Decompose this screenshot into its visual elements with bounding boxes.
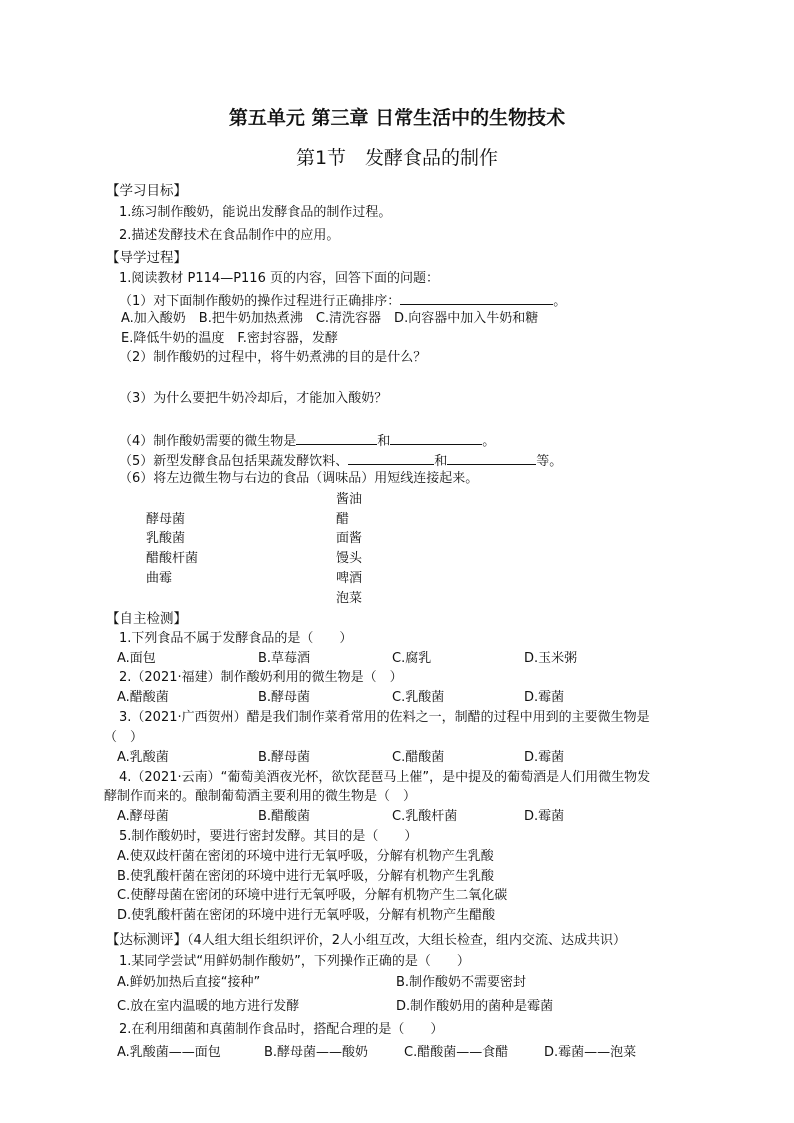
microbe-item: 酵母菌: [146, 512, 186, 527]
option: A.乳酸菌——面包: [117, 1045, 221, 1060]
option: A.酵母菌: [117, 809, 169, 824]
microbe-item: 醋酸杆菌: [146, 551, 199, 566]
food-item: 酱油: [336, 492, 363, 507]
option: A.鲜奶加热后直接“接种”: [117, 975, 261, 990]
microbe-item: 乳酸菌: [146, 531, 186, 546]
sc-question-1: 1.下列食品不属于发酵食品的是（ ）: [119, 631, 353, 646]
question-6: （6）将左边微生物与右边的食品（调味品）用短线连接起来。: [119, 471, 479, 486]
option: B.酵母菌——酸奶: [264, 1045, 369, 1060]
answer-blank[interactable]: [296, 430, 377, 445]
ev-question-1: 1.某同学尝试“用鲜奶制作酸奶”，下列操作正确的是（ ）: [119, 954, 470, 969]
microbe-item: 曲霉: [146, 571, 173, 586]
option: B.草莓酒: [258, 651, 311, 666]
question-text: 和: [434, 454, 448, 469]
option: C.使酵母菌在密闭的环境中进行无氧呼吸，分解有机物产生二氧化碳: [117, 888, 508, 903]
question-4: [119, 430, 495, 452]
answer-blank[interactable]: [348, 450, 434, 465]
option: C.乳酸菌: [392, 690, 445, 705]
question-punct: 等。: [536, 454, 563, 469]
page-title: 第五单元 第三章 日常生活中的生物技术: [228, 107, 566, 129]
evaluation-header: 【达标测评】: [106, 932, 187, 948]
option: C.腐乳: [392, 651, 432, 666]
option: D.霉菌——泡菜: [544, 1045, 637, 1060]
goals-header: 【学习目标】: [106, 183, 187, 199]
section-title: 第1节 发酵食品的制作: [295, 147, 499, 169]
goal-item: 1.练习制作酸奶，能说出发酵食品的制作过程。: [119, 205, 392, 220]
sc-question-5: 5.制作酸奶时，要进行密封发酵。其目的是（ ）: [119, 829, 418, 844]
option: C.醋酸菌——食醋: [404, 1045, 509, 1060]
option: A.醋酸菌: [117, 690, 169, 705]
question-punct: 。: [553, 294, 567, 309]
option: C.放在室内温暖的地方进行发酵: [117, 999, 300, 1014]
question-3: （3）为什么要把牛奶冷却后，才能加入酸奶？: [119, 391, 388, 406]
option: D.玉米粥: [524, 651, 578, 666]
sc-question-3-cont: （ ）: [104, 730, 144, 745]
question-text: （4）制作酸奶需要的微生物是: [119, 434, 297, 449]
option: A.使双歧杆菌在密闭的环境中进行无氧呼吸，分解有机物产生乳酸: [117, 849, 494, 864]
evaluation-note: （4人组大组长组织评价，2人小组互改，大组长检查，组内交流、达成共识）: [187, 933, 627, 948]
sc-question-3: 3.（2021·广西贺州）醋是我们制作菜肴常用的佐料之一，制醋的过程中用到的主要微生物是: [119, 710, 650, 725]
option: D.制作酸奶用的菌种是霉菌: [396, 999, 554, 1014]
food-item: 醋: [336, 512, 350, 527]
question-text: （1）对下面制作酸奶的操作过程进行正确排序：: [119, 294, 401, 309]
guide-intro: 1.阅读教材 P114—P116 页的内容，回答下面的问题：: [119, 271, 439, 286]
option: A.乳酸菌: [117, 750, 169, 765]
option: D.使乳酸杆菌在密闭的环境中进行无氧呼吸，分解有机物产生醋酸: [117, 908, 496, 923]
answer-blank[interactable]: [447, 450, 536, 465]
question-text: （5）新型发酵食品包括果蔬发酵饮料、: [119, 454, 349, 469]
option: B.使乳酸杆菌在密闭的环境中进行无氧呼吸，分解有机物产生乳酸: [117, 869, 495, 884]
option: A.面包: [117, 651, 156, 666]
food-item: 啤酒: [336, 571, 363, 586]
sc-question-2: 2.（2021·福建）制作酸奶利用的微生物是（ ）: [119, 670, 403, 685]
answer-blank[interactable]: [400, 290, 553, 305]
food-item: 面酱: [336, 531, 363, 546]
option: D.霉菌: [524, 809, 565, 824]
option: B.酵母菌: [258, 750, 311, 765]
ordering-options: A.加入酸奶 B.把牛奶加热煮沸 C.清洗容器 D.向容器中加入牛奶和糖: [121, 311, 539, 326]
self-check-header: 【自主检测】: [106, 611, 187, 627]
ordering-options: E.降低牛奶的温度 F.密封容器，发酵: [121, 331, 338, 346]
evaluation-heading: [106, 930, 626, 951]
option: C.乳酸杆菌: [392, 809, 458, 824]
option: C.醋酸菌: [392, 750, 445, 765]
food-item: 泡菜: [336, 591, 363, 606]
option: B.酵母菌: [258, 690, 311, 705]
answer-blank[interactable]: [390, 430, 482, 445]
sc-question-4: 4.（2021·云南）“葡萄美酒夜光杯，欲饮琵琶马上催”，是中提及的葡萄酒是人们用微生物发: [119, 770, 651, 785]
question-text: 和: [377, 434, 391, 449]
option: B.醋酸菌: [258, 809, 311, 824]
goal-item: 2.描述发酵技术在食品制作中的应用。: [119, 228, 340, 243]
food-item: 馒头: [336, 551, 363, 566]
ev-question-2: 2.在利用细菌和真菌制作食品时，搭配合理的是（ ）: [119, 1022, 444, 1037]
sc-question-4-cont: 酵制作而来的。酿制葡萄酒主要利用的微生物是（ ）: [104, 789, 417, 804]
question-punct: 。: [482, 434, 496, 449]
option: D.霉菌: [524, 750, 565, 765]
question-2: （2）制作酸奶的过程中，将牛奶煮沸的目的是什么？: [119, 350, 427, 365]
option: D.霉菌: [524, 690, 565, 705]
guide-header: 【导学过程】: [106, 250, 187, 266]
option: B.制作酸奶不需要密封: [396, 975, 527, 990]
